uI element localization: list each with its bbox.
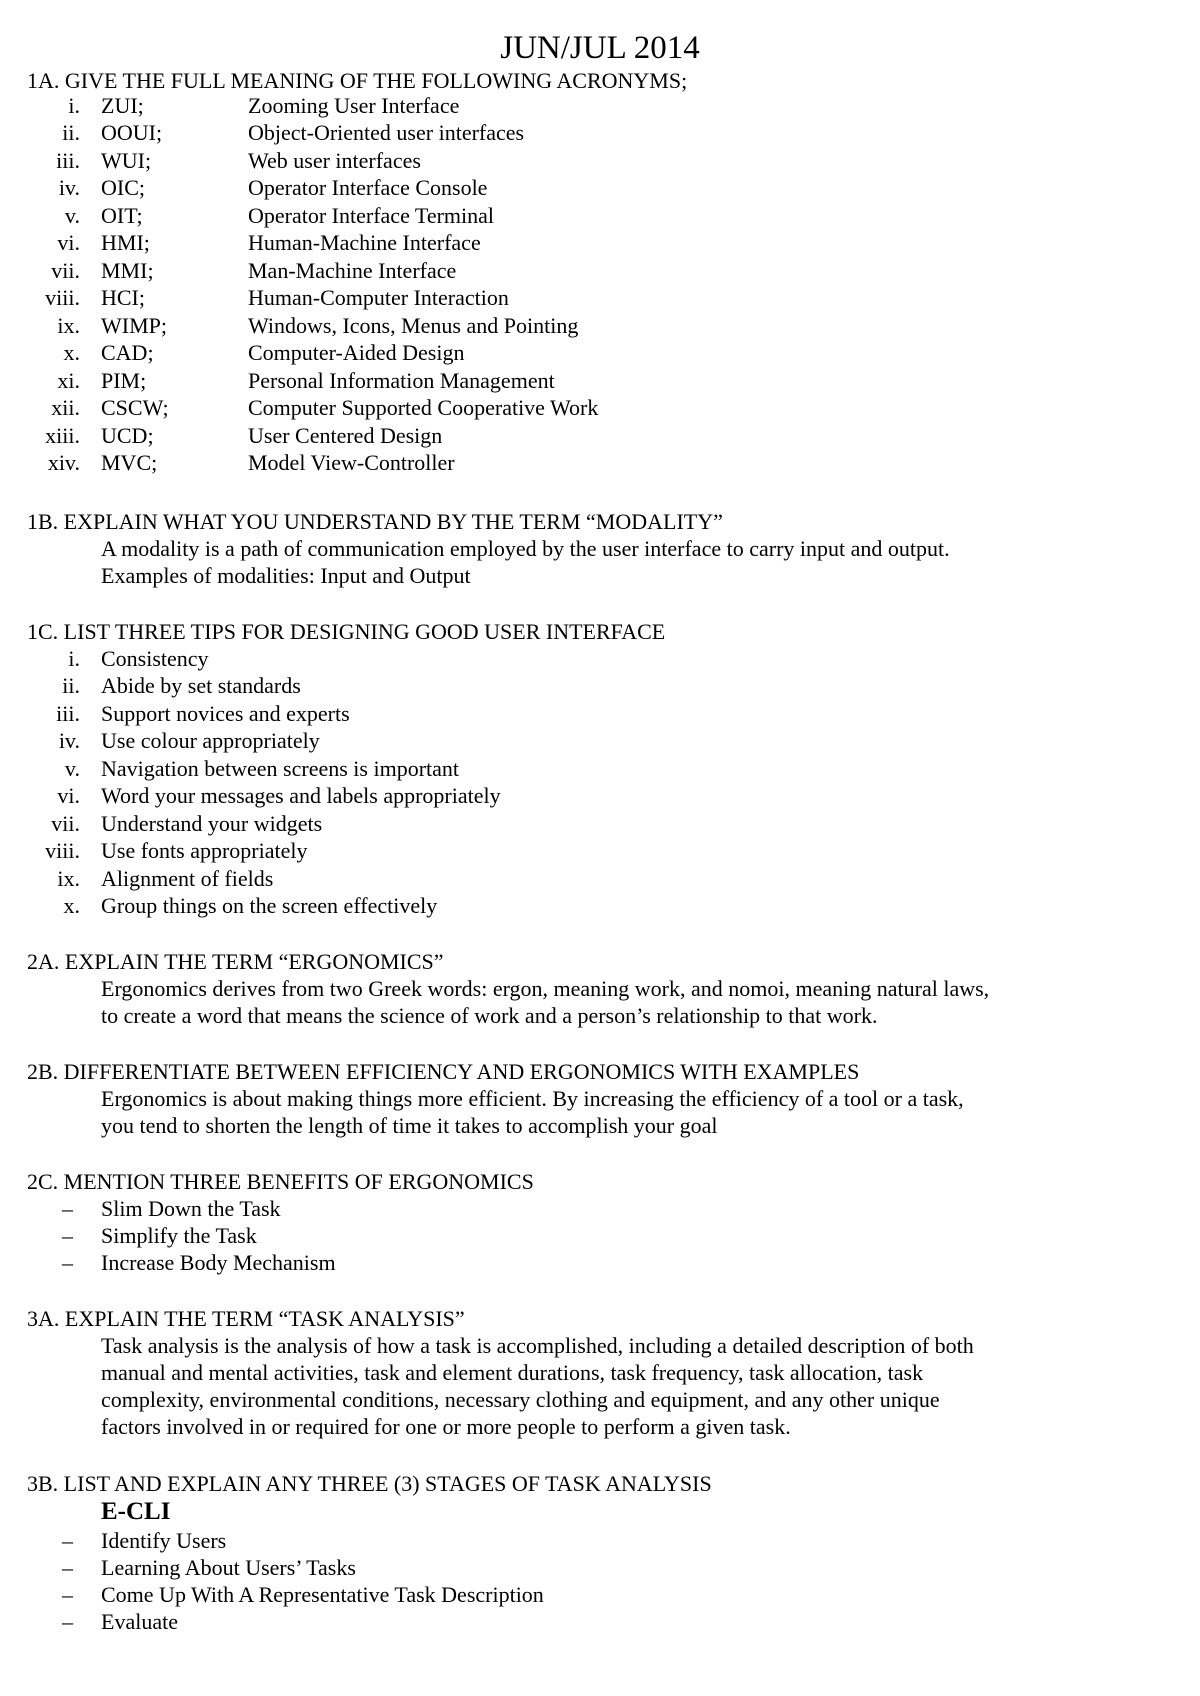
acronym-meaning: Computer Supported Cooperative Work	[248, 395, 599, 420]
acronym-meaning: Human-Machine Interface	[248, 230, 481, 255]
bullet-dash: –	[62, 1528, 73, 1553]
question-2b-heading: 2B. DIFFERENTIATE BETWEEN EFFICIENCY AND ERGONOMICS WITH EXAMPLES	[27, 1059, 860, 1084]
question-1c-heading: 1C. LIST THREE TIPS FOR DESIGNING GOOD USER INTERFACE	[27, 619, 666, 644]
item-text: Slim Down the Task	[101, 1196, 281, 1221]
mnemonic-label: E-CLI	[101, 1498, 171, 1525]
item-number: iii.	[56, 148, 80, 173]
acronym-meaning: Computer-Aided Design	[248, 340, 465, 365]
answer-text: you tend to shorten the length of time it takes to accomplish your goal	[101, 1113, 718, 1138]
item-number: vi.	[57, 230, 80, 255]
item-number: iii.	[56, 701, 80, 726]
item-number: ix.	[57, 866, 80, 891]
acronym-meaning: User Centered Design	[248, 423, 443, 448]
bullet-dash: –	[62, 1250, 73, 1275]
answer-text: Ergonomics is about making things more efficient. By increasing the efficiency of a tool or a task,	[101, 1086, 964, 1111]
acronym-meaning: Human-Computer Interaction	[248, 285, 509, 310]
acronym: OOUI;	[101, 120, 163, 145]
item-number: xii.	[51, 395, 80, 420]
item-text: Use colour appropriately	[101, 728, 320, 753]
item-number: vii.	[51, 811, 80, 836]
item-text: Increase Body Mechanism	[101, 1250, 336, 1275]
item-text: Identify Users	[101, 1528, 227, 1553]
acronym: MMI;	[101, 258, 154, 283]
acronym-meaning: Object-Oriented user interfaces	[248, 120, 525, 145]
item-number: x.	[63, 340, 80, 365]
acronym-meaning: Operator Interface Terminal	[248, 203, 495, 228]
item-text: Come Up With A Representative Task Description	[101, 1582, 544, 1607]
bullet-dash: –	[62, 1223, 73, 1248]
acronym: ZUI;	[101, 93, 144, 118]
answer-text: manual and mental activities, task and element durations, task frequency, task allocation, task	[101, 1360, 924, 1385]
acronym: CAD;	[101, 340, 154, 365]
acronym-meaning: Operator Interface Console	[248, 175, 488, 200]
answer-text: Task analysis is the analysis of how a task is accomplished, including a detailed description of both	[101, 1333, 974, 1358]
acronym-meaning: Man-Machine Interface	[248, 258, 457, 283]
acronym-meaning: Zooming User Interface	[248, 93, 460, 118]
bullet-dash: –	[62, 1609, 73, 1634]
item-text: Support novices and experts	[101, 701, 350, 726]
acronym: HCI;	[101, 285, 145, 310]
acronym-meaning: Web user interfaces	[248, 148, 421, 173]
item-number: xiv.	[47, 450, 80, 475]
item-number: iv.	[58, 175, 80, 200]
acronym: UCD;	[101, 423, 154, 448]
item-text: Consistency	[101, 646, 209, 671]
item-text: Group things on the screen effectively	[101, 893, 438, 918]
acronym: WIMP;	[101, 313, 167, 338]
item-number: i.	[68, 93, 80, 118]
item-text: Alignment of fields	[101, 866, 274, 891]
question-2a-heading: 2A. EXPLAIN THE TERM “ERGONOMICS”	[27, 949, 444, 974]
item-number: v.	[64, 756, 80, 781]
item-number: viii.	[45, 285, 80, 310]
bullet-dash: –	[62, 1196, 73, 1221]
acronym: OIC;	[101, 175, 145, 200]
question-1b-heading: 1B. EXPLAIN WHAT YOU UNDERSTAND BY THE TERM “MODALITY”	[27, 509, 723, 534]
acronym: HMI;	[101, 230, 150, 255]
item-number: viii.	[45, 838, 80, 863]
answer-text: factors involved in or required for one or more people to perform a given task.	[101, 1414, 791, 1439]
answer-text: to create a word that means the science of work and a person’s relationship to that work.	[101, 1003, 878, 1028]
item-number: iv.	[58, 728, 80, 753]
question-3a-heading: 3A. EXPLAIN THE TERM “TASK ANALYSIS”	[27, 1306, 465, 1331]
answer-text: Examples of modalities: Input and Output	[101, 563, 471, 588]
item-text: Simplify the Task	[101, 1223, 257, 1248]
acronym: MVC;	[101, 450, 158, 475]
bullet-dash: –	[62, 1582, 73, 1607]
acronym: OIT;	[101, 203, 143, 228]
item-number: xi.	[57, 368, 80, 393]
item-number: v.	[64, 203, 80, 228]
item-number: x.	[63, 893, 80, 918]
question-2c-heading: 2C. MENTION THREE BENEFITS OF ERGONOMICS	[27, 1169, 534, 1194]
question-1a-heading: 1A. GIVE THE FULL MEANING OF THE FOLLOWING ACRONYMS;	[27, 68, 688, 93]
acronym: CSCW;	[101, 395, 169, 420]
answer-text: Ergonomics derives from two Greek words: ergon, meaning work, and nomoi, meaning natural laws,	[101, 976, 990, 1001]
item-number: vi.	[57, 783, 80, 808]
item-text: Understand your widgets	[101, 811, 323, 836]
item-text: Evaluate	[101, 1609, 178, 1634]
acronym-meaning: Personal Information Management	[248, 368, 555, 393]
item-text: Learning About Users’ Tasks	[101, 1555, 356, 1580]
item-number: ix.	[57, 313, 80, 338]
item-number: vii.	[51, 258, 80, 283]
item-number: i.	[68, 646, 80, 671]
answer-text: A modality is a path of communication employed by the user interface to carry input and output.	[101, 536, 950, 561]
item-text: Navigation between screens is important	[101, 756, 460, 781]
question-3b-heading: 3B. LIST AND EXPLAIN ANY THREE (3) STAGES OF TASK ANALYSIS	[27, 1471, 712, 1496]
acronym: PIM;	[101, 368, 147, 393]
page-title: JUN/JUL 2014	[500, 30, 700, 66]
item-number: xiii.	[45, 423, 80, 448]
acronym: WUI;	[101, 148, 152, 173]
bullet-dash: –	[62, 1555, 73, 1580]
acronym-meaning: Model View-Controller	[248, 450, 455, 475]
item-text: Use fonts appropriately	[101, 838, 308, 863]
item-number: ii.	[62, 673, 80, 698]
answer-text: complexity, environmental conditions, necessary clothing and equipment, and any other unique	[101, 1387, 940, 1412]
item-text: Abide by set standards	[101, 673, 301, 698]
acronym-meaning: Windows, Icons, Menus and Pointing	[248, 313, 579, 338]
item-text: Word your messages and labels appropriately	[101, 783, 501, 808]
item-number: ii.	[62, 120, 80, 145]
